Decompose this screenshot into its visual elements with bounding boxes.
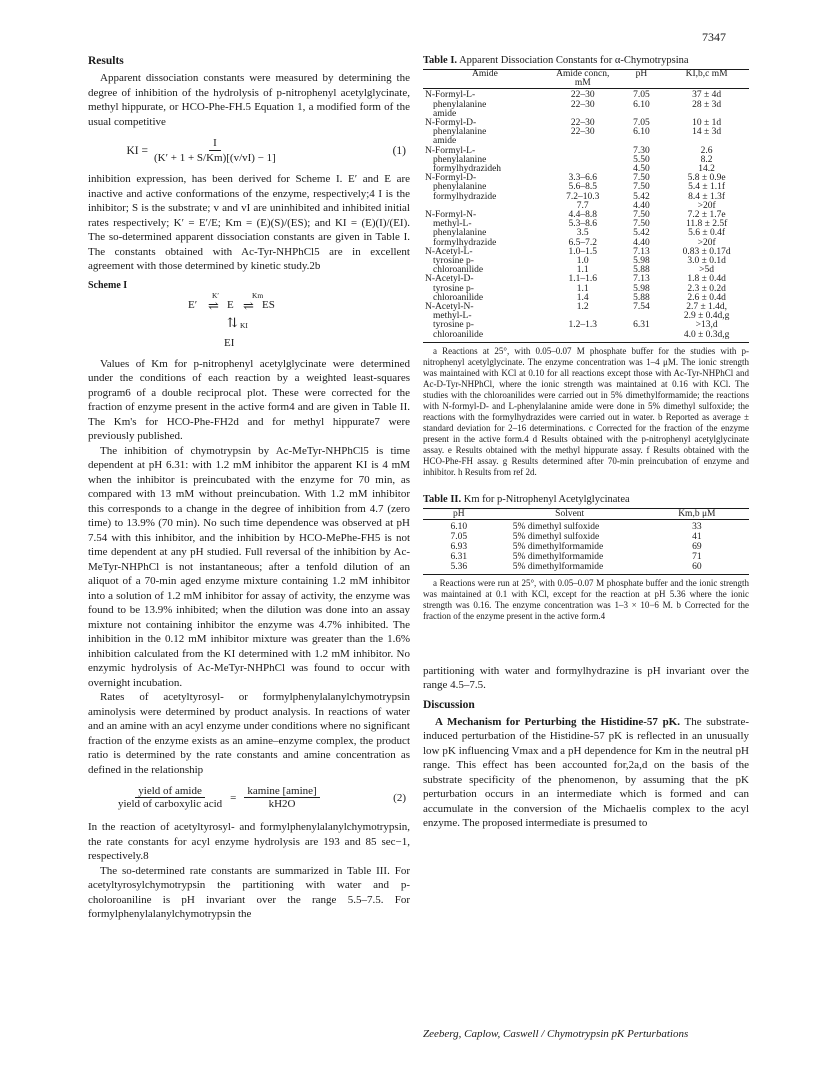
table2-cell: 5% dimethylformamide [512, 551, 604, 562]
table1-cell: 11.8 ± 2.5f [685, 219, 728, 230]
table1-cell: 1.2 [576, 302, 589, 313]
eq2-lhs-numerator: yield of amide [135, 785, 205, 798]
table1-cell: 7.50 [633, 182, 650, 193]
table1-cell: 5.88 [633, 292, 650, 303]
table1-cell: 2.3 ± 0.2d [687, 283, 726, 294]
table1-cell: 10 ± 1d [692, 118, 722, 129]
table1-cell: formylhydrazide [433, 191, 497, 202]
eq1-number: (1) [392, 144, 406, 157]
equation-1 [88, 137, 410, 164]
table1-cell: 4.40 [633, 200, 650, 211]
scheme-1-block [88, 280, 410, 357]
scheme-es: ES [262, 298, 275, 311]
results-para-5: In the reaction of acetyltyrosyl- and formylphenylalanylchymotrypsin, the rate constants for acyl enzyme hydrolysis are 193 and 85 sec−1, respectively.8 [88, 821, 410, 862]
table1-cell: 14.2 [698, 164, 715, 175]
scheme-kprime-label: K′ [212, 290, 220, 300]
table1-cell: 3.0 ± 0.1d [687, 256, 726, 267]
table1-cell: >13,d [695, 320, 718, 331]
eq1-numerator: I [209, 137, 221, 151]
table1-cell: 5.42 [633, 191, 650, 202]
table2-cell: 5% dimethyl sulfoxide [512, 531, 600, 542]
table1-cell: 2.7 ± 1.4d, [686, 302, 728, 313]
table1-cell: 6.31 [633, 320, 650, 331]
discussion-text: The substrate-induced perturbation of the Histidine-57 pK is reflected in an unusually low pK influencing Vmax and a pH dependence for Km in the neutral pH range. This effect has been accounted for,2a,d on the basis of the substrate specificity of the phenomenon, by assuming that the pK perturbation occurs in an intermediate which is formed and can accumulate in the conversion of the Michaelis complex to the acyl enzyme. The proposed intermediate is presumed to [423, 715, 749, 830]
table2-caption [423, 494, 749, 505]
results-para-1b: inhibition expression, has been derived for Scheme I. E′ and E are inactive and active conformations of the enzyme, respectively;4 I is the inhibitor; S is the substrate; v and vI are uninhibited and inhibited initial rates respectively; K′ = E′/E; Km = (E)(S)/(ES); and KI = (E)(I)/(EI). The so-determined apparent dissociation constants are given in Table I. The constants obtained with Ac-Tyr-NHPhCl5 are in excellent agreement with those determined by kinetic study.2b [88, 173, 410, 272]
table1-cell: N-Acetyl-D- [425, 274, 474, 285]
table1-cell: chloroanilide [433, 265, 484, 276]
table2-cell: 7.05 [450, 531, 468, 542]
table1-cell: 7.13 [633, 246, 650, 257]
table1-cell: 6.10 [633, 127, 650, 138]
eq2-rhs-denominator: kH2O [268, 798, 296, 810]
table1-cell: >5d [699, 265, 715, 276]
table2-cell: 60 [692, 561, 702, 572]
discussion-subheading: A Mechanism for Perturbing the Histidine-57 pK. [435, 715, 680, 728]
table1-cell: 7.54 [633, 302, 650, 313]
table1-caption [423, 55, 749, 66]
table2-caption-text: Km for p-Nitrophenyl Acetylglycinatea [463, 493, 630, 505]
table1-cell: phenylalanine [433, 182, 487, 193]
table1-cell [547, 147, 619, 156]
table1-cell: 5.98 [633, 256, 650, 267]
eq2-lhs-denominator: yield of carboxylic acid [118, 798, 223, 810]
table1-cell: 7.30 [633, 145, 650, 156]
table1-cell: 3.3–6.6 [568, 173, 597, 184]
table1-cell: 5.98 [633, 283, 650, 294]
scheme-equilibrium-arrow-2: ⇌ [243, 297, 254, 313]
table1-cell: 5.88 [633, 265, 650, 276]
table1-cell: 6.5–7.2 [568, 237, 597, 248]
table1-cell: chloroanilide [433, 329, 484, 340]
table2-row [423, 542, 749, 552]
table1-cell: 1.8 ± 0.4d [687, 274, 726, 285]
table1-body [423, 91, 749, 339]
table1-cell: phenylalanine [433, 154, 487, 165]
table1-cell: tyrosine p- [433, 256, 474, 267]
discussion-heading: Discussion [423, 698, 475, 711]
scheme-e-prime: E′ [188, 298, 198, 311]
right-column [423, 55, 749, 831]
table1-cell: 7.50 [633, 210, 650, 221]
table1-cell: 4.40 [633, 237, 650, 248]
discussion-paragraph [423, 715, 749, 831]
equation-2 [88, 785, 410, 810]
table1-cell [619, 331, 665, 340]
table1-cell: 7.2 ± 1.7e [687, 210, 726, 221]
table1-cell: 1.1–1.6 [568, 274, 597, 285]
table1-cell: phenylalanine [433, 228, 487, 239]
table1-cell: 5.6 ± 0.4f [688, 228, 726, 239]
table1-cell: 0.83 ± 0.17d [682, 246, 731, 257]
table2-header-km: Km,b μM [678, 508, 716, 519]
table2-row [423, 562, 749, 572]
table1-caption-label: Table I. [423, 55, 458, 66]
table1-cell: 1.2–1.3 [568, 320, 597, 331]
table1-cell: 7.05 [633, 90, 650, 101]
table1-cell: tyrosine p- [433, 320, 474, 331]
table1-cell: 4.4–8.8 [568, 210, 597, 221]
table2-cell: 6.31 [450, 551, 468, 562]
table1-cell: >20f [697, 237, 716, 248]
table1-cell: 7.50 [633, 173, 650, 184]
table1-cell: N-Formyl-N- [425, 210, 477, 221]
table1-cell: 22–30 [570, 118, 595, 129]
table1-cell [547, 156, 619, 165]
table1-cell: methyl-L- [433, 311, 472, 322]
results-para-3: The inhibition of chymotrypsin by Ac-MeTyr-NHPhCl5 is time dependent at pH 6.31: with 1.2 mM inhibitor the apparent KI is 4 mM when the inhibitor is preincubated with the enzyme for 70 min, as compared with 13 mM without preincubation. With 1.2 mM inhibitor this corresponds to a change in the degree of inhibition from 4.7 (zero time) to 13.9% (70 min). No such time dependence was observed at pH 7.54 with this inhibitor, and the inhibition by HCO-MePhe-FH5 is not time dependent at any pH studied. Full reversal of the inhibition by Ac-MeTyr-NHPhCl is not instantaneous; after a tenfold dilution of an aliquot of a 70-min aged enzyme mixture containing 1.2 mM inhibitor into a solution of 1.2 mM inhibitor for assay of activity, the enzyme was found to be 13.9% inhibited; when the dilution was done into an assay mixture not containing inhibitor the enzyme was 4.7% inhibited. The inhibition in the 0.12 mM inhibitor mixture was greater than the 1.6% inhibition calculated from the KI determined with 1.2 mM inhibitor. No enzymic hydrolysis of Ac-MeTyr-NHPhCl was found to occur with overnight incubation. [88, 444, 410, 689]
table1-cell: N-Formyl-D- [425, 173, 477, 184]
table2-header-solvent: Solvent [555, 508, 585, 519]
table1-header-concn: Amide concn, mM [556, 69, 610, 89]
scheme-equilibrium-arrow-1: ⇌ [208, 297, 219, 313]
table2-cell: 5% dimethylformamide [512, 561, 604, 572]
eq2-lhs-fraction [118, 785, 222, 810]
table1-cell: 2.9 ± 0.4d,g [683, 311, 730, 322]
table1-cell: 5.8 ± 0.9e [687, 173, 726, 184]
table1-cell: N-Formyl-L- [425, 90, 476, 101]
table1-cell: 4.50 [633, 164, 650, 175]
table1-footnote: a Reactions at 25°, with 0.05–0.07 M phosphate buffer for the studies with p-nitrophenyl acetylglycinate. The enzyme concentration was 1–4 μM. The ionic strength was maintained with KCl at 0.10 for all reactions except those with Ac-Tyr-NHPhCl and Ac-D-Tyr-NHPhCl, where the ionic strength was maintained at 0.16 with KCl. The studies with the chloroanilides were carried out in 5% dimethylformamide; the reactions with N-formyl-D- and L-phenylalanine amide were done in 5% dimethyl sulfoxide; the reactions with the formylhydrazides were carried out in water. b Reported as average ± standard deviation for 2–16 determinations. c Corrected for the fraction of the enzyme present in the active form.4 d Results obtained with the p-nitrophenyl acetylglycinate assay. e Results obtained with the methyl hippurate assay. f Results obtained with the HCO-Phe-FH assay. g Results determined after 70-min preincubation of enzyme and inhibitor. h Results from ref 2d. [423, 345, 749, 477]
table2-cell: 5% dimethyl sulfoxide [512, 521, 600, 532]
table1-cell: 22–30 [570, 99, 595, 110]
table2-cell: 5% dimethylformamide [512, 541, 604, 552]
scheme-km-label: Km [252, 290, 264, 300]
table1-cell: 7.13 [633, 274, 650, 285]
table1-cell: formylhydrazideh [433, 164, 502, 175]
table1-cell: 22–30 [570, 127, 595, 138]
results-para-4: Rates of acetyltyrosyl- or formylphenylalanylchymotrypsin aminolysis were determined by product analysis. In reactions of water and an amine with an acyl enzyme under conditions where no significant fraction of the enzyme exists as an amine–enzyme complex, the product ratio is determined by the rate constants and amine concentration as defined in the relationship [88, 691, 410, 776]
table1-caption-text: Apparent Dissociation Constants for α-Chymotrypsina [459, 55, 689, 66]
table1-cell: methyl-L- [433, 219, 472, 230]
table1-cell: 37 ± 4d [692, 90, 722, 101]
eq2-rhs-numerator: kamine [amine] [244, 785, 319, 798]
results-para-6: The so-determined rate constants are summarized in Table III. For acetyltyrosylchymotrypsin the partitioning with water and p-choloroaniline is pH invariant over the range 5.5–7.5. For formylphenylalanylchymotrypsin the [88, 864, 410, 920]
running-footer: Zeeberg, Caplow, Caswell / Chymotrypsin pK Perturbations [423, 1028, 689, 1040]
table1-cell: formylhydrazide [433, 237, 497, 248]
table1-cell: amide [433, 136, 457, 147]
table1-cell: 14 ± 3d [692, 127, 722, 138]
table2-row [423, 532, 749, 542]
table2-cell: 6.10 [450, 521, 468, 532]
table1-cell: 4.0 ± 0.3d,g [683, 329, 730, 340]
left-column [88, 55, 410, 922]
table1-cell: 3.5 [576, 228, 589, 239]
scheme-ki-label: KI [240, 320, 248, 330]
table1-cell: 6.10 [633, 99, 650, 110]
table-2 [423, 508, 749, 572]
table1-cell [547, 331, 619, 340]
table2-cell: 6.93 [450, 541, 468, 552]
partitioning-paragraph: partitioning with water and formylhydrazine is pH invariant over the range 4.5–7.5. [423, 664, 749, 692]
results-para-2: Values of Km for p-nitrophenyl acetylglycinate were determined under the conditions of each reaction by a weighted least-squares program6 of a double reciprocal plot. These were corrected for the fraction of enzyme present in the active form4 and are given in Table II. The Km's for HCO-Phe-FH2d and for methyl hippurate7 were previously published. [88, 357, 410, 442]
table1-cell: N-Formyl-L- [425, 145, 476, 156]
scheme-1-label: Scheme I [88, 279, 128, 291]
table1-cell: N-Formyl-D- [425, 118, 477, 129]
table1-cell: amide [433, 108, 457, 119]
eq2-equals: = [230, 791, 237, 804]
scheme-vertical-arrow: ⇅ [227, 314, 238, 330]
table2-row [423, 522, 749, 532]
table-1 [423, 69, 749, 340]
table1-cell: chloroanilide [433, 292, 484, 303]
table1-row [423, 128, 749, 137]
table1-cell: 5.3–8.6 [568, 219, 597, 230]
eq1-denominator: (K′ + 1 + S/Km)[(v/vI) − 1] [154, 152, 276, 164]
table2-caption-label: Table II. [423, 493, 462, 505]
table1-row [423, 101, 749, 110]
table2-cell: 69 [692, 541, 702, 552]
table1-header-ph: pH [635, 69, 648, 79]
table2-row [423, 552, 749, 562]
table2-header-ph: pH [453, 508, 465, 519]
table1-cell: 1.1 [576, 265, 589, 276]
table1-cell: 22–30 [570, 90, 595, 101]
table1-cell: 1.0 [576, 256, 589, 267]
table1-cell: 1.4 [576, 292, 589, 303]
table1-cell: 28 ± 3d [692, 99, 722, 110]
table2-cell: 5.36 [450, 561, 468, 572]
table1-cell: phenylalanine [433, 127, 487, 138]
table1-cell: phenylalanine [433, 99, 487, 110]
scheme-1-diagram [88, 290, 410, 357]
table1-cell: 5.6–8.5 [568, 182, 597, 193]
table1-cell: 5.4 ± 1.1f [688, 182, 726, 193]
table1-cell: 2.6 [700, 145, 713, 156]
table1-cell: 7.05 [633, 118, 650, 129]
page-number: 7347 [702, 30, 726, 44]
table1-cell: 5.42 [633, 228, 650, 239]
eq2-rhs-fraction [244, 785, 319, 810]
scheme-e: E [227, 298, 234, 311]
eq1-fraction [154, 137, 276, 164]
table1-cell [547, 137, 619, 146]
table2-footnote: a Reactions were run at 25°, with 0.05–0.07 M phosphate buffer and the ionic strength was maintained at 0.1 with KCl, except for the reaction at pH 5.36 where the ionic strength was 0.16. The enzyme concentration was 1–3 × 10−6 M. b Corrected for the fraction of the enzyme present in the active form.4 [423, 577, 749, 621]
eq2-number: (2) [393, 791, 406, 804]
results-heading: Results [88, 55, 124, 67]
results-para-1: Apparent dissociation constants were measured by determining the degree of inhibition of the hydrolysis of p-nitrophenyl acetylglycinate, methyl hippurate, or HCO-Phe-FH.5 Equation 1, a modified form of the usual competitive [88, 72, 410, 128]
table1-cell: 8.4 ± 1.3f [688, 191, 726, 202]
scheme-ei: EI [224, 336, 235, 349]
table2-cell: 33 [692, 521, 702, 532]
table1-cell: 8.2 [700, 154, 713, 165]
table1-cell: 5.50 [633, 154, 650, 165]
eq1-lhs: KI = [126, 144, 148, 157]
table1-header-ki: KI,b,c mM [685, 69, 728, 79]
table2-cell: 41 [692, 531, 702, 542]
table2-cell: 71 [692, 551, 702, 562]
table1-cell: N-Acetyl-L- [425, 246, 473, 257]
table1-cell: 2.6 ± 0.4d [687, 292, 726, 303]
table1-cell: 1.1 [576, 283, 589, 294]
table1-cell: 7.7 [576, 200, 589, 211]
table1-cell: tyrosine p- [433, 283, 474, 294]
table1-cell: N-Acetyl-N- [425, 302, 474, 313]
table1-cell: >20f [697, 200, 716, 211]
table2-body [423, 522, 749, 572]
table1-header-amide: Amide [472, 69, 498, 79]
table1-cell: 1.0–1.5 [568, 246, 597, 257]
table1-cell: 7.2–10.3 [566, 191, 600, 202]
table1-row [423, 331, 749, 340]
table1-cell: 7.50 [633, 219, 650, 230]
